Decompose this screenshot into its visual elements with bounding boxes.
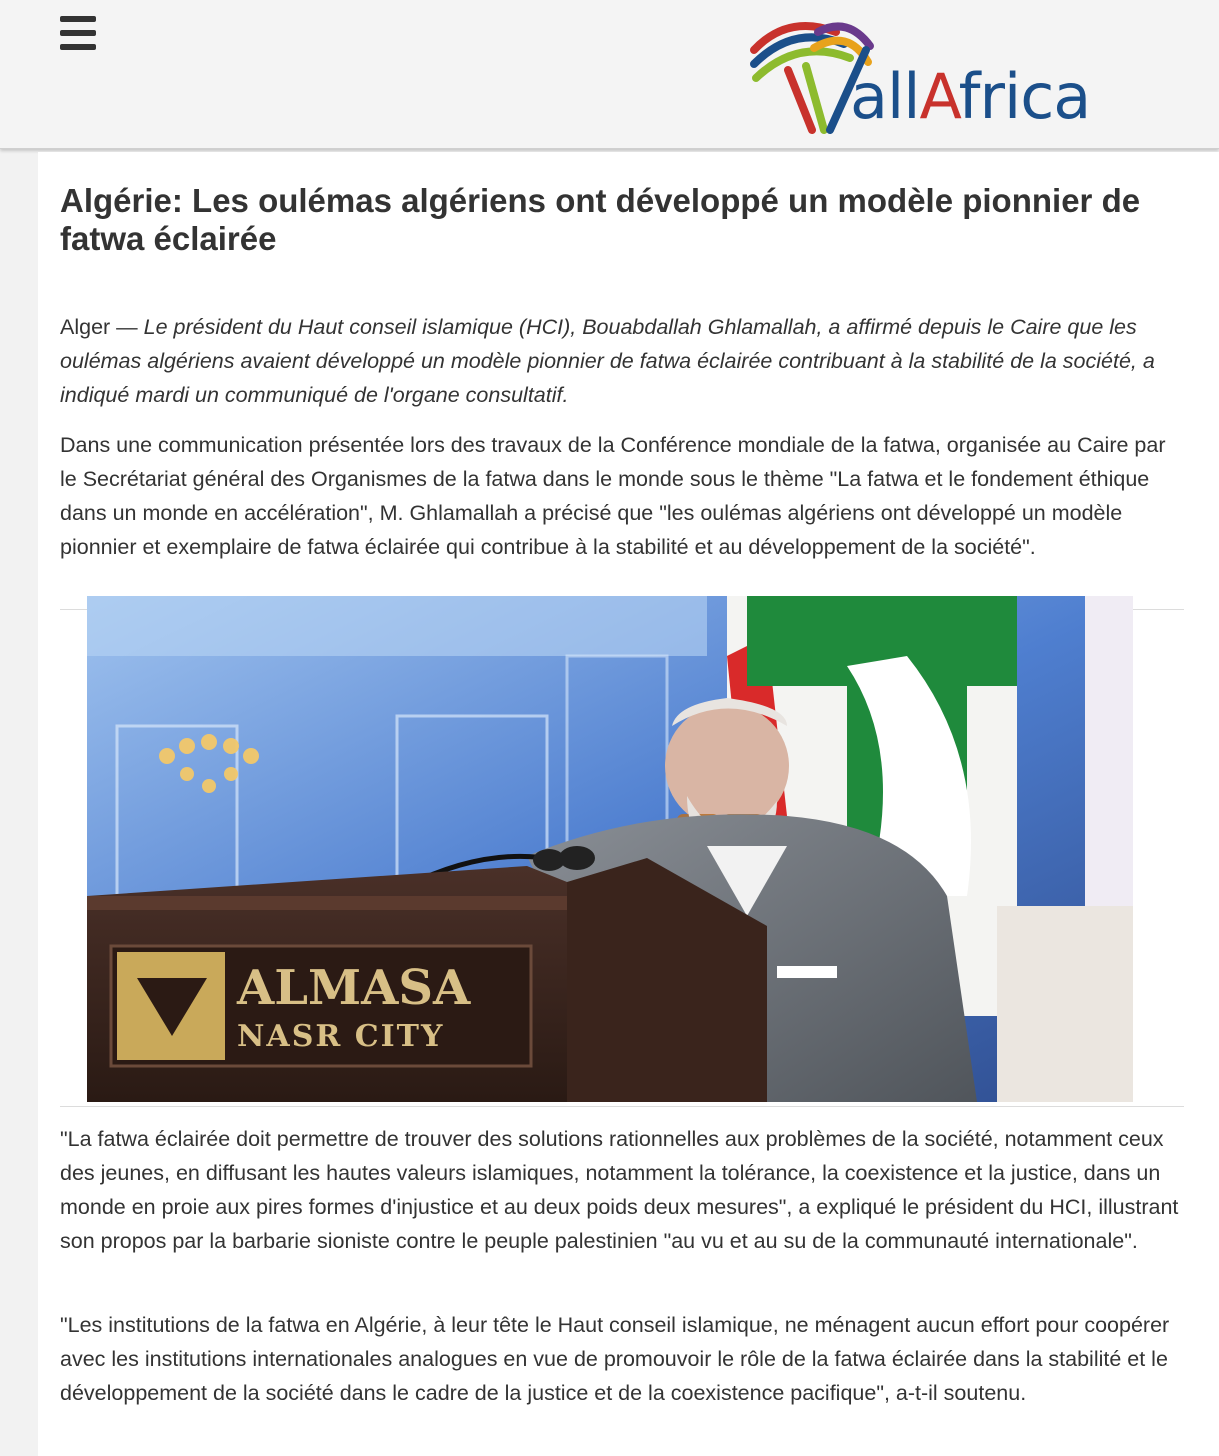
article-title: Algérie: Les oulémas algériens ont développé un modèle pionnier de fatwa éclairée <box>60 182 1141 257</box>
article-photo[interactable] <box>87 596 1133 1102</box>
podium-text-almasa: ALMASA <box>237 960 471 1016</box>
article-paragraph-3: "Les institutions de la fatwa en Algérie, à leur tête le Haut conseil islamique, ne ménagent aucun effort pour coopérer avec les institutions internationales analogues en vue de promouvoir le rôle de la fatwa éclairée dans la stabilité et le développement de la société dans le cadre de la justice et de la coexistence pacifique", a-t-il soutenu. <box>60 1313 1170 1405</box>
photo-illustration <box>87 596 1133 1102</box>
site-header <box>0 0 1219 149</box>
article-paragraph-1: Dans une communication présentée lors des travaux de la Conférence mondiale de la fatwa, organisée au Caire par le Secrétariat général des Organismes de la fatwa dans le monde sous le thème "La fatwa et le fondement éthique dans un monde en accélération", M. Ghlamallah a précisé que "les oulémas algériens ont développé un modèle pionnier et exemplaire de fatwa éclairée qui contribue à la stabilité et au développement de la société". <box>60 433 1166 559</box>
article-container <box>38 152 1219 1456</box>
logo-wordmark[interactable]: allAfrica <box>850 60 1091 133</box>
dateline: Alger — <box>60 315 144 339</box>
podium-text-nasr-city: NASR CITY <box>237 1019 445 1054</box>
article-paragraph-2: "La fatwa éclairée doit permettre de trouver des solutions rationnelles aux problèmes de la société, notamment ceux des jeunes, en diffusant les hautes valeurs islamiques, notamment la tolérance, la coexistence et la justice, dans un monde en proie aux pires formes d'injustice et au deux poids deux mesures", a expliqué le président du HCI, illustrant son propos par la barbarie sioniste contre le peuple palestinien "au vu et au su de la communauté internationale". <box>60 1127 1179 1253</box>
figure-divider-bottom <box>60 1106 1184 1107</box>
article-lead <box>60 310 1190 412</box>
hamburger-menu-icon[interactable] <box>58 14 98 52</box>
lead-text: Le président du Haut conseil islamique (HCI), Bouabdallah Ghlamallah, a affirmé depuis le Caire que les oulémas algériens avaient développé un modèle pionnier de fatwa éclairée contribuant à la stabilité de la société, a indiqué mardi un communiqué de l'organe consultatif. <box>60 315 1155 407</box>
